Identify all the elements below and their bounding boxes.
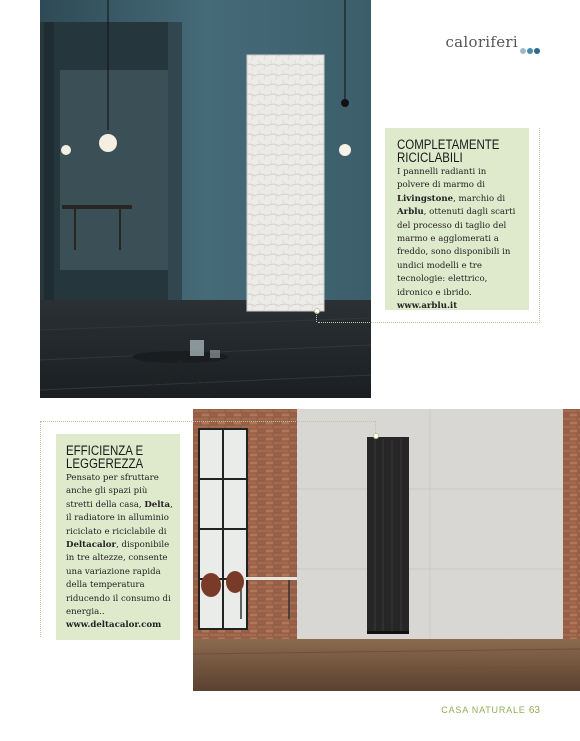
article-bottom-text-1: Pensato per sfruttare anche gli spazi più stretti della casa, — [66, 473, 159, 510]
section-dots — [519, 39, 540, 58]
article-top-text-3: , ottenuti dagli scarti del processo di taglio del marmo e agglomerati a freddo, sono disponibili in undici modelli e tre tecnologie: elettrico, idronico e ibrido. — [397, 207, 516, 298]
article-bottom-brand-2: Deltacalor — [66, 540, 117, 551]
article-top-body — [397, 166, 520, 313]
article-bottom-title-line1: EFFICIENZA E — [66, 443, 144, 458]
connector-bottom-v — [40, 421, 41, 637]
connector-top-v — [539, 128, 540, 323]
article-top-title-line2: RICICLABILI — [397, 150, 463, 165]
connector-bottom-v2 — [375, 421, 376, 433]
page-number: 63 — [528, 705, 540, 716]
article-top-title-line1: COMPLETAMENTE — [397, 137, 500, 152]
photo-black-radiator — [193, 409, 580, 691]
connector-bottom-h — [40, 421, 376, 422]
article-bottom-brand-1: Delta — [144, 499, 171, 510]
article-top-text-2: , marchio di — [453, 193, 506, 204]
connector-top-h — [318, 322, 540, 323]
article-bottom-text-3: , disponibile in tre altezze, consente una variazione rapida della temperatura riducendo il consumo di energia.. — [66, 540, 171, 618]
article-top-brand-1: Livingstone — [397, 193, 454, 204]
connector-top-v2 — [316, 312, 317, 322]
article-bottom-title-line2: LEGGEREZZA — [66, 456, 144, 471]
section-header — [445, 33, 518, 51]
article-box-top — [385, 128, 529, 310]
connector-top-dot-icon — [314, 308, 320, 314]
article-top-brand-2: Arblu — [397, 207, 424, 218]
dot-3-icon — [534, 48, 540, 54]
photo-marble-radiator-graphic — [40, 0, 371, 398]
article-bottom-body — [66, 472, 174, 633]
connector-bottom-dot-icon — [373, 433, 379, 439]
magazine-name: CASA NATURALE — [441, 705, 526, 715]
photo-marble-radiator — [40, 0, 371, 398]
article-top-url[interactable]: www.arblu.it — [397, 301, 458, 312]
article-top-title — [397, 138, 502, 164]
section-label: caloriferi — [445, 33, 518, 51]
article-box-bottom — [56, 434, 180, 640]
dot-1-icon — [520, 48, 526, 54]
article-top-text-1: I pannelli radianti in polvere di marmo di — [397, 167, 487, 191]
photo-black-radiator-graphic — [193, 409, 580, 691]
article-bottom-url[interactable]: www.deltacalor.com — [66, 620, 162, 631]
article-bottom-title — [66, 444, 158, 470]
article-bottom-text-2: , il radiatore in alluminio riciclato e riciclabile di — [66, 499, 173, 537]
page-footer — [441, 705, 540, 716]
dot-2-icon — [527, 48, 533, 54]
